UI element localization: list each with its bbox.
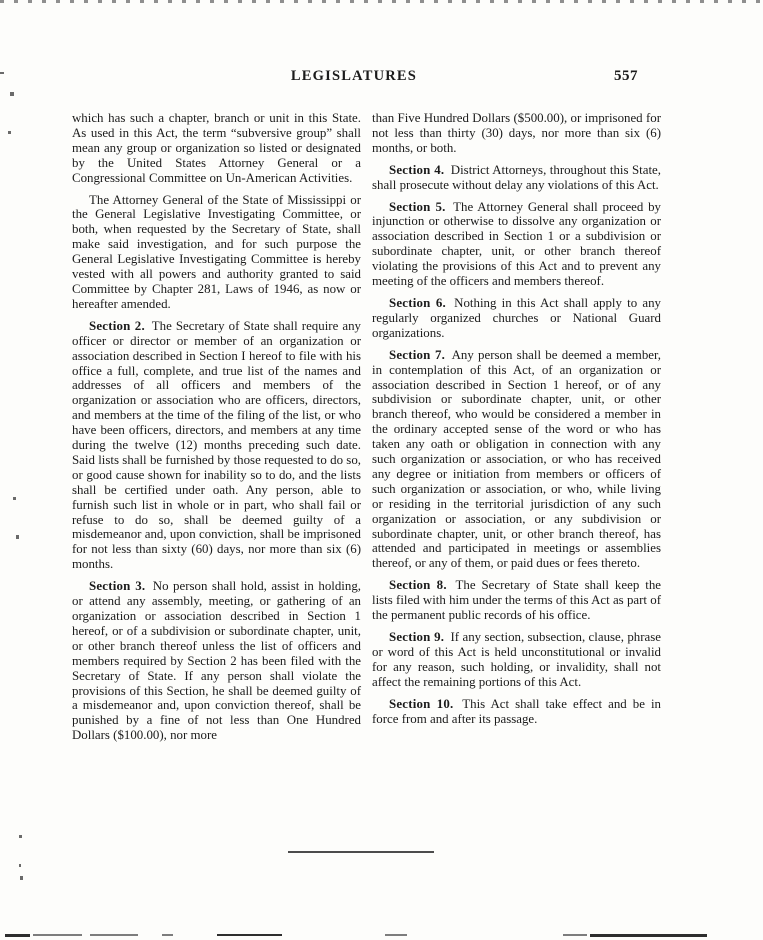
section-paragraph: Section 6. Nothing in this Act shall apply to any regularly organized churches or National Guard organizations. <box>372 295 661 340</box>
section-label: Section 4. <box>389 162 445 177</box>
end-of-act-rule <box>288 851 434 853</box>
page-header <box>48 68 660 88</box>
scan-edge-mark <box>590 934 707 937</box>
scan-speck <box>0 72 4 74</box>
scan-speck <box>10 92 14 96</box>
scan-speck <box>8 131 11 134</box>
scan-speck <box>19 835 22 838</box>
section-label: Section 5. <box>389 199 446 214</box>
scan-edge-mark <box>90 934 138 936</box>
section-paragraph: Section 4. District Attorneys, throughout this State, shall prosecute without delay any violations of this Act. <box>372 162 661 192</box>
section-label: Section 3. <box>89 579 146 594</box>
section-paragraph: Section 7. Any person shall be deemed a member, in contemplation of this Act, of an organization or association described in Section 1 hereof, or of any subdivision or subordinate chapter, unit, or other branch thereof, who would be considered a member in the ordinary accepted sense of the word or who has taken any oath or obligation in connection with any such organization or association, or who has received any degree or initiation from members or officers of such organization or association, or who, while living or residing in the territorial jurisdiction of any such organization or association, or any subdivision or subordinate chapter, unit, or other branch thereof, has attended and participated in meetings or assemblies thereof, or any of them, or paid dues or fees thereto. <box>372 347 661 571</box>
scan-speck <box>13 497 16 500</box>
scan-edge-mark <box>385 934 407 936</box>
section-paragraph: Section 2. The Secretary of State shall require any officer or director or member of an organization or association described in Section I hereof to file with his office a full, complete, and true list of the names and addresses of all officers and members of the organization or association who are officers, directors, and members at the time of the filing of the list, or who have been officers, directors, and members at any time during the twelve (12) months preceding such date. Said lists shall be furnished by those requested to do so, or good cause shown for inability so to do, and the lists shall be certified under oath. Any person, able to furnish such list in whole or in part, who shall fail or refuse to do so, shall be deemed guilty of a misdemeanor and, upon conviction, shall be imprisoned for not less than sixty (60) days, nor more than six (6) months. <box>72 318 361 572</box>
scan-speck <box>20 876 23 880</box>
paragraph: than Five Hundred Dollars ($500.00), or imprisoned for not less than thirty (30) days, nor more than six (6) months, or both. <box>372 111 661 155</box>
section-paragraph: Section 3. No person shall hold, assist in holding, or attend any assembly, meeting, or gathering of an organization or association described in Section 1 hereof, or of a subdivision or subordinate chapter, unit, or other branch thereof unless the list of officers and members required by Section 2 has been filed with the Secretary of State. If any person shall violate the provisions of this Section, he shall be deemed guilty of a misdemeanor and, upon conviction thereof, shall be punished by a fine of not less than One Hundred Dollars ($100.00), nor more <box>72 579 361 743</box>
page-edge-dotted-line <box>0 0 763 3</box>
left-column <box>72 111 361 750</box>
scan-speck <box>16 535 19 539</box>
paragraph: The Attorney General of the State of Mississippi or the General Legislative Investigating Committee, or both, when requested by the Secretary of State, shall make said investigation, and for such purpose the General Legislative Investigating Committee is hereby vested with all powers and authority granted to said Committee by Chapter 281, Laws of 1946, as now or hereafter amended. <box>72 192 361 311</box>
section-label: Section 10. <box>389 696 454 711</box>
section-label: Section 2. <box>89 318 145 333</box>
scan-edge-mark <box>5 934 30 937</box>
section-label: Section 8. <box>389 578 447 593</box>
paragraph: which has such a chapter, branch or unit in this State. As used in this Act, the term “subversive group” shall mean any group or organization so listed or designated by the United States Attorney General or a Congressional Committee on Un-American Activities. <box>72 111 361 185</box>
right-column <box>372 111 661 750</box>
section-paragraph: Section 9. If any section, subsection, clause, phrase or word of this Act is held unconstitutional or invalid for any reason, such holding, or invalidity, shall not affect the remaining portions of this Act. <box>372 630 661 689</box>
section-label: Section 7. <box>389 347 446 362</box>
scan-edge-mark <box>563 934 587 936</box>
section-paragraph: Section 8. The Secretary of State shall keep the lists filed with him under the terms of this Act as part of the permanent public records of his office. <box>372 578 661 623</box>
page-number: 557 <box>614 68 638 84</box>
running-title: LEGISLATURES <box>290 68 418 84</box>
section-label: Section 9. <box>389 630 445 644</box>
section-paragraph: Section 10. This Act shall take effect and be in force from and after its passage. <box>372 696 661 726</box>
scan-edge-mark <box>33 934 82 936</box>
scan-speck <box>19 864 21 867</box>
scan-edge-mark <box>217 934 282 936</box>
section-paragraph: Section 5. The Attorney General shall proceed by injunction or otherwise to dissolve any organization or association described in Section 1 or a subdivision or subordinate chapter, unit, or other branch thereof violating the provisions of this Act and to prevent any meeting of the officers and members thereof. <box>372 199 662 289</box>
section-label: Section 6. <box>389 295 446 310</box>
scan-edge-mark <box>162 934 173 936</box>
text-columns <box>72 111 661 750</box>
